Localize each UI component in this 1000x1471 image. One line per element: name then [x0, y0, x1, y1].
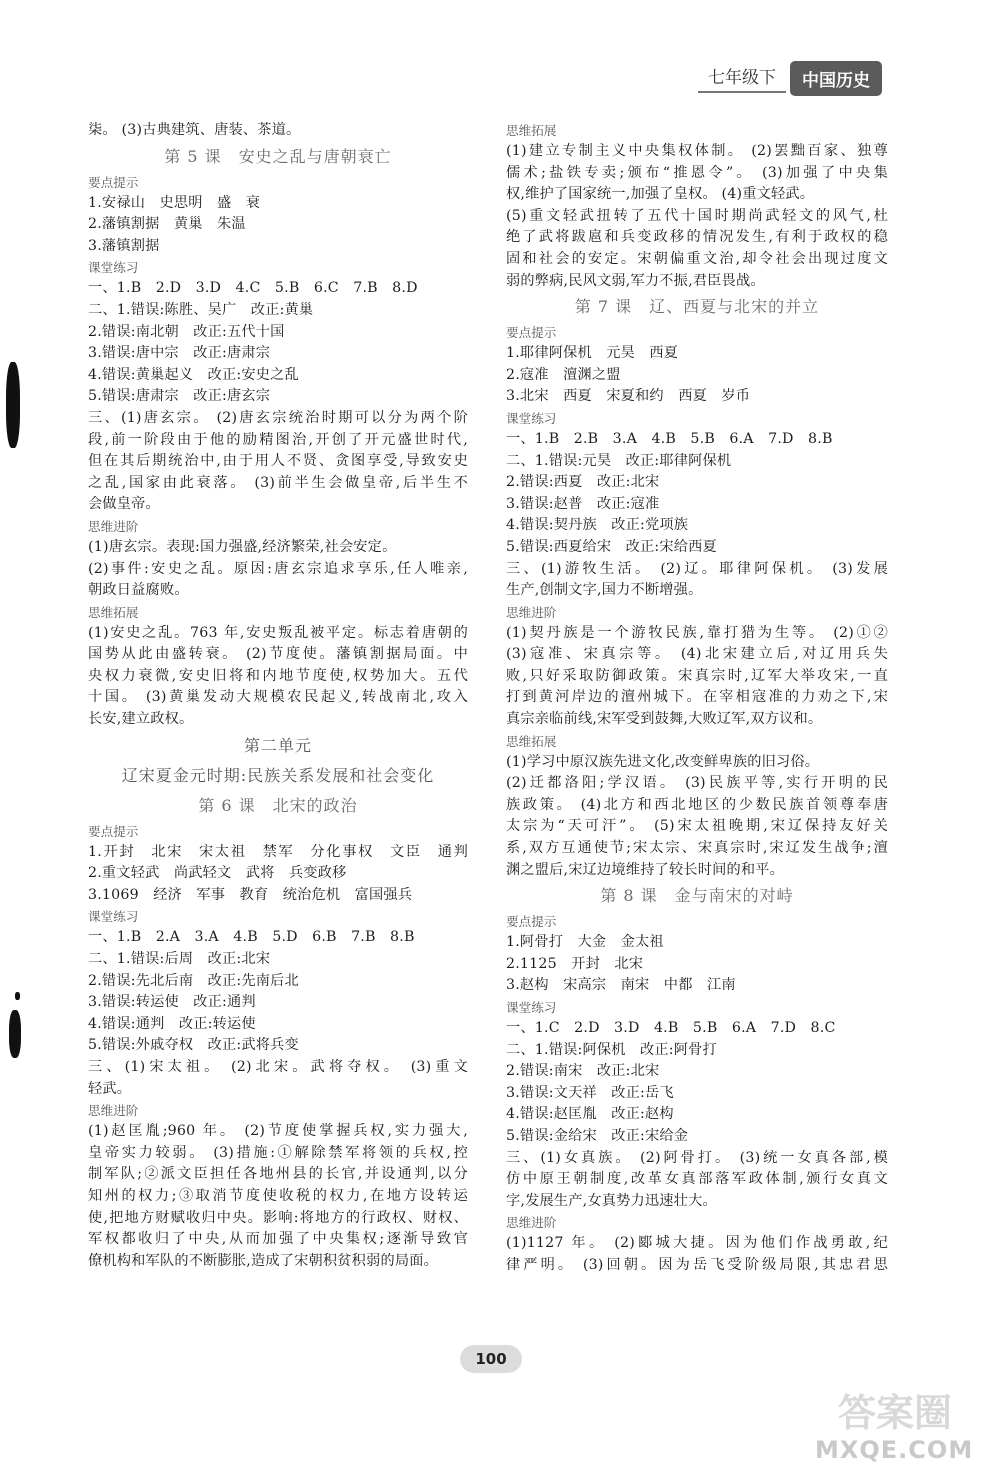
answer-line: 2.寇准 澶渊之盟 [506, 366, 621, 383]
answer-line: 5.错误:唐肃宗 改正:唐玄宗 [88, 388, 271, 405]
answer-line: 2.重文轻武 尚武轻文 武将 兵变政移 [88, 865, 347, 882]
answer-line: 一、1.B 2.B 3.A 4.B 5.B 6.A 7.D 8.B [506, 430, 833, 447]
section-label: 要点提示 [506, 914, 557, 930]
answer-line: 律严明。 (3)回朝。因为岳飞受阶级局限,其忠君思 [506, 1256, 888, 1273]
section-label: 思维进阶 [506, 1215, 557, 1231]
grade-label: 七年级下 [698, 63, 786, 93]
answer-line: 三、(1)女真族。 (2)阿骨打。 (3)统一女真各部,模 [506, 1149, 888, 1166]
answer-line: 三、(1)游牧生活。 (2)辽。耶律阿保机。 (3)发展 [506, 560, 888, 577]
section-label: 思维进阶 [506, 604, 557, 620]
answer-line: 固和社会的安定。宋朝偏重文治,却令社会出现过度文 [506, 250, 888, 267]
answer-line: 打到黄河岸边的澶州城下。在宰相寇准的力劝之下,宋 [506, 689, 888, 706]
answer-line: 央权力衰微,安史旧将和内地节度使,权势加大。五代 [88, 667, 468, 684]
section-label: 课堂练习 [88, 909, 139, 925]
answer-line: 3.赵构 宋高宗 南宋 中都 江南 [506, 977, 736, 994]
answer-line: 制军队;②派文臣担任各地州县的长官,并设通判,以分 [88, 1166, 468, 1183]
answer-line: 十国。 (3)黄巢发动大规模农民起义,转战南北,攻入 [88, 689, 468, 706]
lesson-title: 第 6 课 北宋的政治 [198, 795, 358, 815]
answer-line: 2.错误:西夏 改正:北宋 [506, 474, 660, 491]
answer-line: 二、1.错误:阿保机 改正:阿骨打 [506, 1041, 717, 1058]
scan-mark [15, 992, 20, 1000]
watermark-badge: 答案圈 [837, 1391, 952, 1435]
answer-line: 字,发展生产,女真势力迅速壮大。 [506, 1192, 717, 1209]
answer-line: 5.错误:西夏给宋 改正:宋给西夏 [506, 538, 717, 555]
answer-line: 二、1.错误:元昊 改正:耶律阿保机 [506, 452, 732, 469]
answer-line: 一、1.B 2.A 3.A 4.B 5.D 6.B 7.B 8.B [88, 929, 415, 946]
answer-line: 2.错误:南北朝 改正:五代十国 [88, 323, 285, 340]
answer-line: 柒。 (3)古典建筑、唐装、茶道。 [88, 122, 301, 138]
section-label: 要点提示 [506, 325, 557, 341]
answer-line: 太宗为“天可汗”。 (5)宋太祖晚期,宋辽保持友好关 [506, 818, 888, 835]
section-label: 思维拓展 [88, 604, 139, 620]
answer-line: 一、1.C 2.D 3.D 4.B 5.B 6.A 7.D 8.C [506, 1020, 836, 1036]
answer-line: 3.错误:转运使 改正:通判 [88, 994, 256, 1011]
section-label: 课堂练习 [506, 1000, 557, 1015]
answer-line: 4.错误:赵匡胤 改正:赵构 [506, 1106, 674, 1123]
answer-line: 2.1125 开封 北宋 [506, 955, 644, 972]
unit-title: 第二单元 [243, 735, 312, 755]
answer-line: 1.阿骨打 大金 金太祖 [506, 934, 664, 951]
answer-line: (1)赵匡胤;960 年。 (2)节度使掌握兵权,实力强大, [88, 1123, 468, 1140]
answer-line: (3)寇准、宋真宗等。 (4)北宋建立后,对辽用兵失 [506, 646, 888, 663]
watermark-site: MXQE.COM [815, 1436, 974, 1464]
answer-line: 段,前一阶段由于他的励精图治,开创了开元盛世时代, [88, 431, 468, 448]
answer-line: (1)契丹族是一个游牧民族,靠打猎为生等。 (2)①② [506, 624, 888, 641]
answer-line: 军权都收归了中央,从而加强了中央集权;逐渐导致官 [88, 1231, 468, 1248]
answer-line: 长安,建立政权。 [88, 711, 194, 728]
answer-line: (2)事件:安史之乱。原因:唐玄宗追求享乐,任人唯亲, [88, 560, 468, 577]
section-label: 要点提示 [88, 174, 139, 190]
answer-line: 1.安禄山 史思明 盛 衰 [88, 194, 261, 211]
answer-line: 3.错误:文天祥 改正:岳飞 [506, 1084, 674, 1101]
answer-line: 权,维护了国家统一,加强了皇权。 (4)重文轻武。 [506, 186, 815, 203]
subject-label: 中国历史 [790, 61, 882, 96]
answer-line: 2.错误:南宋 改正:北宋 [506, 1063, 660, 1080]
page-header [698, 60, 882, 96]
answer-line: 系,双方互通使节;宋太宗、宋真宗时,宋辽发生战争;澶 [506, 840, 888, 857]
answer-line: 5.错误:外戚夺权 改正:武将兵变 [88, 1037, 299, 1054]
answer-line: 二、1.错误:陈胜、吴广 改正:黄巢 [88, 301, 314, 318]
lesson-title: 第 5 课 安史之乱与唐朝衰亡 [164, 146, 392, 166]
answer-line: 朝政日益腐败。 [88, 582, 189, 599]
answer-line: 一、1.B 2.D 3.D 4.C 5.B 6.C 7.B 8.D [88, 280, 418, 297]
answer-line: 三、(1)宋太祖。 (2)北宋。武将夺权。 (3)重文 [88, 1059, 468, 1075]
lesson-title: 第 7 课 辽、西夏与北宋的并立 [574, 297, 820, 317]
answer-line: (1)学习中原汉族先进文化,改变鲜卑族的旧习俗。 [506, 753, 820, 770]
answer-line: 族政策。 (4)北方和西北地区的少数民族首领尊奉唐 [506, 796, 888, 813]
answer-line: 会做皇帝。 [88, 496, 160, 513]
answer-line: 轻武。 [88, 1080, 132, 1097]
answer-line: 之乱,国家由此衰落。 (3)前半生会做皇帝,后半生不 [88, 474, 468, 491]
answer-line: 3.藩镇割据 [88, 237, 160, 254]
answer-line: 3.错误:唐中宗 改正:唐肃宗 [88, 345, 271, 362]
answer-line: 4.错误:契丹族 改正:党项族 [506, 517, 689, 534]
answer-line: 绝了武将跋扈和兵变政移的情况发生,有利于政权的稳 [506, 229, 888, 246]
answer-line: 皇帝实力较弱。 (3)措施:①解除禁军将领的兵权,控 [88, 1144, 468, 1161]
answer-column-right [506, 120, 888, 1277]
answer-line: (1)建立专制主义中央集权体制。 (2)罢黜百家、独尊 [506, 143, 888, 159]
answer-line: 真宗亲临前线,宋军受到鼓舞,大败辽军,双方议和。 [506, 711, 823, 728]
answer-line: 3.1069 经济 军事 教育 统治危机 富国强兵 [88, 886, 413, 903]
answer-line: 弱的弊病,民风文弱,军力不振,君臣畏战。 [506, 272, 765, 289]
section-label: 思维进阶 [88, 518, 139, 534]
answer-line: 但在其后期统治中,由于用人不贤、贪图享受,导致安史 [88, 453, 468, 470]
answer-line: 国势从此由盛转衰。 (2)节度使。藩镇割据局面。中 [88, 646, 468, 663]
answer-line: (1)1127 年。 (2)郾城大捷。因为他们作战勇敢,纪 [506, 1235, 888, 1252]
section-label: 课堂练习 [506, 410, 557, 426]
answer-line: 知州的权力;③取消节度使收税的权力,在地方设转运 [88, 1187, 468, 1204]
scan-mark [6, 362, 20, 448]
watermark-logo [805, 1390, 985, 1466]
section-label: 思维进阶 [88, 1103, 139, 1119]
answer-column-left [88, 120, 468, 1272]
answer-line: 仿中原王朝制度,改革女真部落军政体制,颁行女真文 [506, 1171, 888, 1188]
answer-line: 败,只好采取防御政策。宋真宗时,辽军大举攻宋,一直 [506, 667, 888, 684]
answer-line: 5.错误:金给宋 改正:宋给金 [506, 1127, 689, 1144]
answer-line: 2.藩镇割据 黄巢 朱温 [88, 216, 246, 233]
answer-line: 1.耶律阿保机 元昊 西夏 [506, 345, 679, 362]
section-label: 思维拓展 [506, 733, 557, 749]
answer-line: (2)迁都洛阳;学汉语。 (3)民族平等,实行开明的民 [506, 775, 888, 792]
answer-line: (5)重文轻武扭转了五代十国时期尚武轻文的风气,杜 [506, 207, 888, 224]
answer-line: 渊之盟后,宋辽边境维持了较长时间的和平。 [506, 861, 785, 878]
answer-line: (1)安史之乱。763 年,安史叛乱被平定。标志着唐朝的 [88, 624, 468, 641]
answer-line: 三、(1)唐玄宗。 (2)唐玄宗统治时期可以分为两个阶 [88, 409, 468, 426]
answer-line: 4.错误:黄巢起义 改正:安史之乱 [88, 366, 299, 383]
answer-line: 二、1.错误:后周 改正:北宋 [88, 951, 271, 968]
answer-line: 2.错误:先北后南 改正:先南后北 [88, 972, 299, 989]
answer-line: 3.北宋 西夏 宋夏和约 西夏 岁币 [506, 388, 751, 405]
answer-line: 生产,创制文字,国力不断增强。 [506, 582, 703, 599]
answer-line: 3.错误:赵普 改正:寇准 [506, 495, 660, 512]
answer-line: (1)唐玄宗。表现:国力强盛,经济繁荣,社会安定。 [88, 538, 397, 555]
answer-line: 僚机构和军队的不断膨胀,造成了宋朝积贫积弱的局面。 [88, 1252, 439, 1269]
section-label: 要点提示 [88, 823, 139, 839]
answer-line: 4.错误:通判 改正:转运使 [88, 1015, 256, 1032]
answer-line: 使,把地方财赋收归中央。影响:将地方的行政权、财权、 [88, 1209, 468, 1226]
lesson-title: 第 8 课 金与南宋的对峙 [600, 886, 794, 906]
answer-line: 儒术;盐铁专卖;颁布“推恩令”。 (3)加强了中央集 [506, 164, 888, 181]
section-label: 思维拓展 [506, 123, 557, 138]
answer-line: 1.开封 北宋 宋太祖 禁军 分化事权 文臣 通判 [88, 843, 468, 860]
page-number: 100 [460, 1345, 522, 1373]
scan-mark [9, 1010, 21, 1058]
section-label: 课堂练习 [88, 260, 139, 276]
unit-subtitle: 辽宋夏金元时期:民族关系发展和社会变化 [121, 765, 435, 785]
